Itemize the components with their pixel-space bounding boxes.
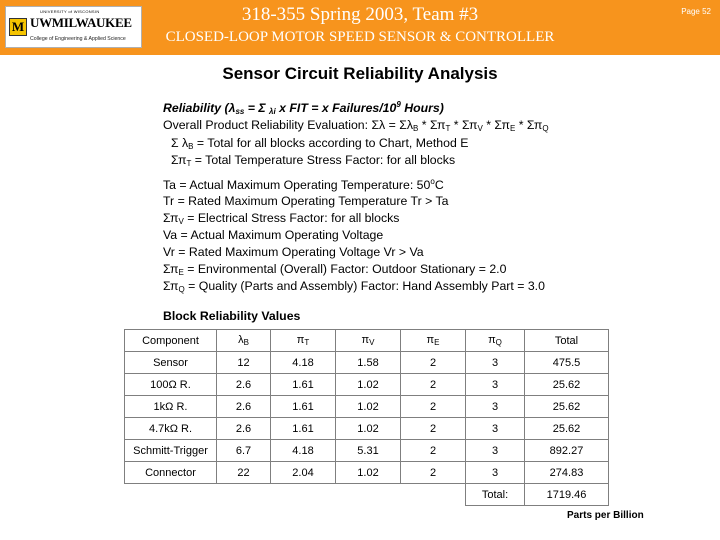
- cell-pi-v: 1.02: [336, 418, 401, 440]
- cell-pi-q: 3: [466, 374, 525, 396]
- table-row: [125, 374, 609, 396]
- logo-name: UWMILWAUKEE: [30, 15, 132, 30]
- cell-pi-t: 1.61: [271, 374, 336, 396]
- cell-pi-v: 1.58: [336, 352, 401, 374]
- table-title: Block Reliability Values: [163, 309, 301, 323]
- cell-total: 892.27: [525, 440, 609, 462]
- ta-definition: Ta = Actual Maximum Operating Temperature: 50$^o$C: [163, 177, 444, 192]
- cell-component: Schmitt-Trigger: [125, 440, 217, 462]
- block-reliability-table: [124, 329, 609, 506]
- cell-pi-e: 2: [401, 396, 466, 418]
- cell-component: Connector: [125, 462, 217, 484]
- cell-pi-t: 1.61: [271, 418, 336, 440]
- logo-college: College of Engineering & Applied Science: [30, 36, 126, 42]
- cell-pi-e: 2: [401, 462, 466, 484]
- page-number: Page 52: [681, 7, 711, 16]
- cell-pi-q: 3: [466, 462, 525, 484]
- total-label: Total:: [466, 484, 525, 506]
- cell-pi-v: 1.02: [336, 374, 401, 396]
- header-bar: [0, 0, 720, 55]
- logo-university: UNIVERSITY of WISCONSIN: [40, 9, 100, 14]
- cell-lambda-b: 6.7: [217, 440, 271, 462]
- course-title: 318-355 Spring 2003, Team #3: [241, 4, 479, 25]
- pi-t-definition: $\Sigma\pi_T$ = Total Temperature Stress Factor: for all blocks: [171, 153, 456, 168]
- cell-lambda-b: 12: [217, 352, 271, 374]
- cell-pi-v: 5.31: [336, 440, 401, 462]
- cell-total: 475.5: [525, 352, 609, 374]
- header-component: Component: [125, 330, 217, 352]
- cell-lambda-b: 2.6: [217, 374, 271, 396]
- cell-pi-e: 2: [401, 440, 466, 462]
- total-value: 1719.46: [525, 484, 609, 506]
- cell-pi-t: 4.18: [271, 352, 336, 374]
- tr-definition: Tr = Rated Maximum Operating Temperature Tr > Ta: [163, 194, 449, 208]
- vr-definition: Vr = Rated Maximum Operating Voltage Vr > Va: [163, 245, 424, 259]
- cell-pi-e: 2: [401, 352, 466, 374]
- cell-total: 25.62: [525, 396, 609, 418]
- header-pi-t: $\pi_T$: [271, 330, 336, 352]
- cell-total: 25.62: [525, 418, 609, 440]
- slide-title: Sensor Circuit Reliability Analysis: [222, 64, 498, 83]
- cell-pi-q: 3: [466, 418, 525, 440]
- table-row: [125, 462, 609, 484]
- cell-pi-e: 2: [401, 418, 466, 440]
- cell-pi-t: 1.61: [271, 396, 336, 418]
- cell-pi-t: 2.04: [271, 462, 336, 484]
- overall-evaluation-formula: Overall Product Reliability Evaluation: $\Sigma\lambda = \Sigma\lambda_B * \Sigma\pi_T * \Sigma\pi_V * \Sigma\pi_E * \Sigma\pi_Q$: [163, 118, 549, 133]
- table-row: [125, 418, 609, 440]
- pi-e-definition: $\Sigma\pi_E$ = Environmental (Overall) Factor: Outdoor Stationary = 2.0: [163, 262, 507, 277]
- pi-q-definition: $\Sigma\pi_Q$ = Quality (Parts and Assembly) Factor: Hand Assembly Part = 3.0: [163, 279, 545, 294]
- project-title: CLOSED-LOOP MOTOR SPEED SENSOR & CONTROLLER: [165, 29, 555, 45]
- cell-total: 274.83: [525, 462, 609, 484]
- header-pi-v: $\pi_V$: [336, 330, 401, 352]
- cell-pi-q: 3: [466, 440, 525, 462]
- cell-lambda-b: 2.6: [217, 418, 271, 440]
- header-total: Total: [525, 330, 609, 352]
- cell-pi-q: 3: [466, 352, 525, 374]
- cell-component: 100Ω R.: [125, 374, 217, 396]
- cell-pi-q: 3: [466, 396, 525, 418]
- va-definition: Va = Actual Maximum Operating Voltage: [163, 228, 384, 242]
- cell-pi-v: 1.02: [336, 396, 401, 418]
- header-pi-q: $\pi_Q$: [466, 330, 525, 352]
- cell-component: 1kΩ R.: [125, 396, 217, 418]
- table-row: [125, 352, 609, 374]
- header-pi-e: $\pi_E$: [401, 330, 466, 352]
- cell-lambda-b: 2.6: [217, 396, 271, 418]
- lambda-b-definition: Σ $\lambda_B$ = Total for all blocks according to Chart, Method E: [171, 136, 469, 151]
- table-row: [125, 440, 609, 462]
- cell-total: 25.62: [525, 374, 609, 396]
- header-lambda-b: $\lambda_B$: [217, 330, 271, 352]
- units-note: Parts per Billion: [567, 510, 644, 521]
- cell-pi-e: 2: [401, 374, 466, 396]
- reliability-formula: Reliability ($\lambda_{ss} = \Sigma$ $_{\lambda i}$ x FIT = x Failures/$10^9$ Hours): [163, 100, 444, 116]
- cell-component: 4.7kΩ R.: [125, 418, 217, 440]
- cell-component: Sensor: [125, 352, 217, 374]
- logo-mark-icon: M: [9, 18, 27, 36]
- cell-pi-v: 1.02: [336, 462, 401, 484]
- table-row: [125, 396, 609, 418]
- table-total-row: [125, 484, 609, 506]
- table-header-row: [125, 330, 609, 352]
- cell-pi-t: 4.18: [271, 440, 336, 462]
- pi-v-definition: $\Sigma\pi_V$ = Electrical Stress Factor: for all blocks: [163, 211, 400, 226]
- cell-lambda-b: 22: [217, 462, 271, 484]
